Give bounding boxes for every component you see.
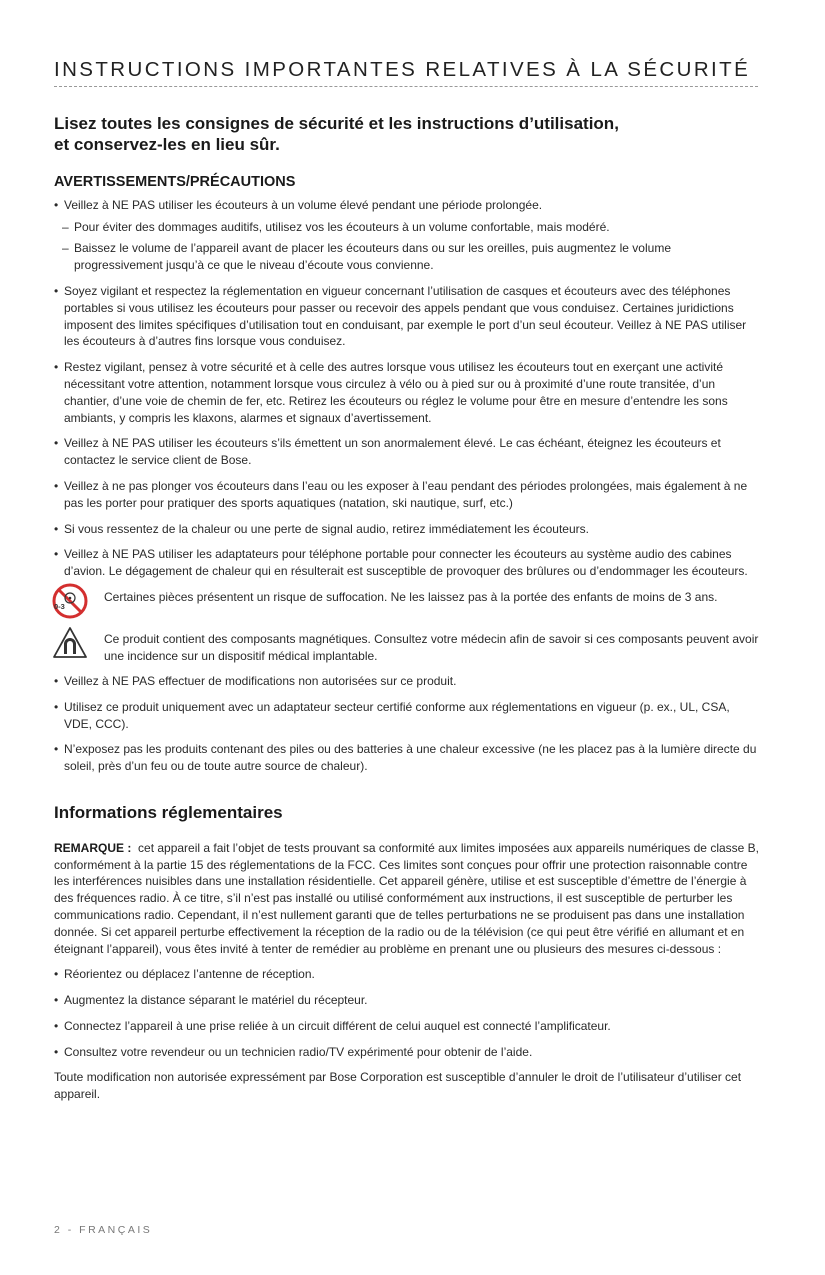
regulatory-item: • Connectez l’appareil à une prise reliée à un circuit différent de celui auquel est connecté l’amplificateur. [54,1018,760,1035]
magnet-warning-row [54,631,760,667]
warning-item: • Veillez à NE PAS utiliser les écouteurs s’ils émettent un son anormalement élevé. Le cas échéant, éteignez les écouteurs et contactez le service client de Bose. [54,435,760,469]
regulatory-item: • Réorientez ou déplacez l’antenne de réception. [54,966,760,983]
content-body [54,174,760,1112]
warning-subitem: – Pour éviter des dommages auditifs, utilisez vos les écouteurs à un volume confortable, mais modéré. [54,219,760,236]
remark-label: REMARQUE : [54,840,132,855]
choking-hazard-row [54,589,760,625]
regulatory-closing: Toute modification non autorisée expressément par Bose Corporation est susceptible d’annuler le droit de l’utilisateur d’utiliser cet appareil. [54,1070,742,1102]
header-divider [54,86,758,87]
remark-text: cet appareil a fait l’objet de tests prouvant sa conformité aux limites imposées aux appareils numériques de classe B, conformément à la partie 15 des réglementations de la FCC. Ces limites sont conçues pour offrir une protection raisonnable contre les interférences nuisibles dans une installation résidentielle. Cet appareil génère, utilise et est susceptible d’émettre de l’énergie à des fréquences radio. À ce titre, s’il n’est pas installé ou utilisé conformément aux instructions, il est susceptible de perturber les communications radio. Cependant, il n’est nullement garanti que de telles perturbations ne se produisent pas dans une installation donnée. Si cet appareil perturbe effectivement la réception de la radio ou de la télévision (ce qui peut être vérifié en allumant et en éteignant l’appareil), vous êtes invité à tenter de remédier au problème en prenant une ou plusieurs des mesures ci-dessous : [54,840,760,956]
warning-item: • Soyez vigilant et respectez la réglementation en vigueur concernant l’utilisation de casques et écouteurs avec des téléphones portables si vous utilisez les écouteurs pour passer ou recevoir des appels pendant que vous conduisez. Certaines juridictions imposent des limites spécifiques d’utilisation tout en conduisant, par exemple le port d’un seul écouteur. Veillez à NE PAS utiliser les écouteurs à d’autres fins lorsque vous conduisez. [54,283,760,350]
choking-hazard-text: Certaines pièces présentent un risque de suffocation. Ne les laissez pas à la portée des enfants de moins de 3 ans. [104,589,718,604]
intro-line-2: et conservez-les en lieu sûr. [54,135,280,154]
intro-heading [54,113,774,155]
remark-paragraph [54,840,760,958]
magnet-warning-text: Ce produit contient des composants magnétiques. Consultez votre médecin afin de savoir si ces composants peuvent avoir une incidence sur un dispositif médical implantable. [104,631,759,663]
page-footer: 2 - FRANÇAIS [54,1224,153,1236]
warning-item: • Restez vigilant, pensez à votre sécurité et à celle des autres lorsque vous utilisez les écouteurs tout en exerçant une activité nécessitant votre attention, notamment lorsque vous circulez à vélo ou à pied sur ou à proximité d’une route transitée, d’un chantier, d’une voie de chemin de fer, etc. Retirez les écouteurs ou réglez le volume pour être en mesure d’entendre les sons ambiants, y compris les klaxons, alarmes et signaux d’avertissement. [54,359,760,426]
regulatory-item: • Augmentez la distance séparant le matériel du récepteur. [54,992,760,1009]
warning-item: • Utilisez ce produit uniquement avec un adaptateur secteur certifié conforme aux réglementations en vigueur (p. ex., UL, CSA, VDE, CCC). [54,699,760,733]
warning-item: • N’exposez pas les produits contenant des piles ou des batteries à une chaleur excessive (ne les placez pas à la lumière directe du soleil, près d’un feu ou de toute autre source de chaleur). [54,741,760,775]
magnet-warning-icon [50,623,90,663]
intro-line-1: Lisez toutes les consignes de sécurité et les instructions d’utilisation, [54,114,619,133]
warning-item: • Veillez à NE PAS utiliser les écouteurs à un volume élevé pendant une période prolongée. [54,197,760,214]
warning-item: • Veillez à NE PAS effectuer de modifications non autorisées sur ce produit. [54,673,760,690]
regulatory-item: • Consultez votre revendeur ou un technicien radio/TV expérimenté pour obtenir de l’aide. [54,1044,760,1061]
regulatory-heading: Informations réglementaires [54,802,283,822]
warnings-heading: AVERTISSEMENTS/PRÉCAUTIONS [54,174,296,190]
warning-item: • Si vous ressentez de la chaleur ou une perte de signal audio, retirez immédiatement les écouteurs. [54,521,760,538]
warning-subitem: – Baissez le volume de l’appareil avant de placer les écouteurs dans ou sur les oreilles, puis augmentez le volume progressivement jusqu’à ce que le niveau d’écoute vous convienne. [54,240,760,274]
choking-age-label: 0-3 [54,601,65,611]
warning-item: • Veillez à ne pas plonger vos écouteurs dans l’eau ou les exposer à l’eau pendant des périodes prolongées, mais également à ne pas les porter pour pratiquer des sports aquatiques (natation, ski nautique, surf, etc.) [54,478,760,512]
choking-hazard-icon [50,581,90,621]
page-title: INSTRUCTIONS IMPORTANTES RELATIVES À LA SÉCURITÉ [54,58,751,81]
warning-item: • Veillez à NE PAS utiliser les adaptateurs pour téléphone portable pour connecter les écouteurs au système audio des cabines d’avion. Le dégagement de chaleur qui en résulterait est susceptible de provoquer des brûlures ou d’endommager les écouteurs. [54,546,760,580]
